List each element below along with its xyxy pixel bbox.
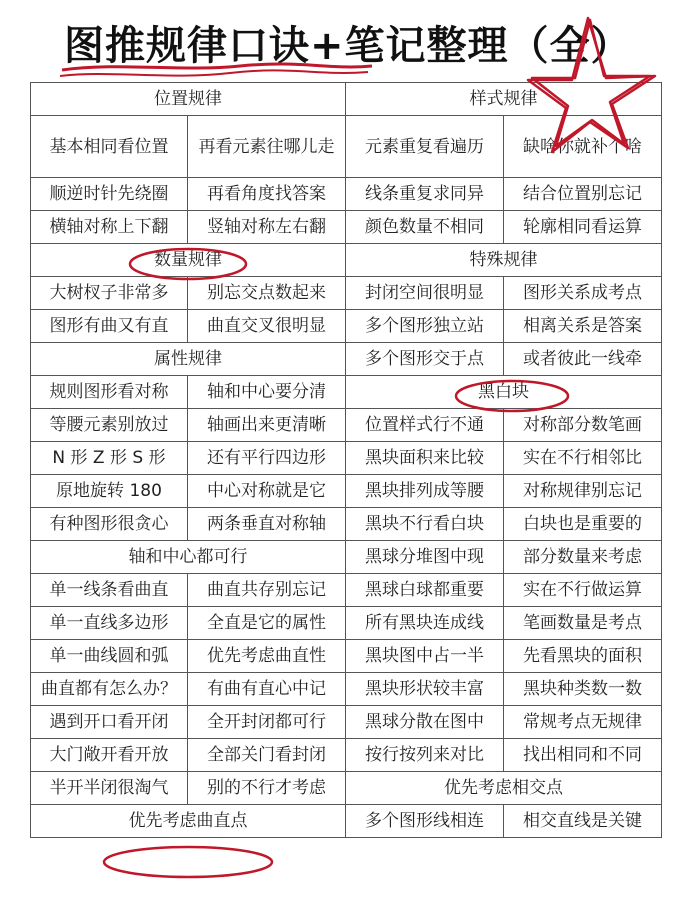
table-row bbox=[31, 772, 662, 805]
table-cell: 找出相同和不同 bbox=[504, 739, 662, 772]
table-cell: 对称规律别忘记 bbox=[504, 475, 662, 508]
table-cell: 等腰元素别放过 bbox=[31, 409, 188, 442]
table-cell: N 形 Z 形 S 形 bbox=[31, 442, 188, 475]
table-cell: 再看元素往哪儿走 bbox=[188, 116, 346, 178]
table-cell: 黑球分堆图中现 bbox=[346, 541, 504, 574]
table-cell: 单一曲线圆和弧 bbox=[31, 640, 188, 673]
notes-table-body bbox=[31, 83, 662, 838]
section-header-cell: 优先考虑曲直点 bbox=[31, 805, 346, 838]
table-row bbox=[31, 640, 662, 673]
table-cell: 黑块种类数一数 bbox=[504, 673, 662, 706]
table-cell: 大门敞开看开放 bbox=[31, 739, 188, 772]
table-cell: 多个图形线相连 bbox=[346, 805, 504, 838]
table-cell: 结合位置别忘记 bbox=[504, 178, 662, 211]
table-row bbox=[31, 673, 662, 706]
section-header-cell: 属性规律 bbox=[31, 343, 346, 376]
section-header-cell: 优先考虑相交点 bbox=[346, 772, 662, 805]
table-row bbox=[31, 409, 662, 442]
table-cell: 曲直交叉很明显 bbox=[188, 310, 346, 343]
table-row bbox=[31, 541, 662, 574]
table-cell: 有种图形很贪心 bbox=[31, 508, 188, 541]
table-cell: 部分数量来考虑 bbox=[504, 541, 662, 574]
table-cell: 有曲有直心中记 bbox=[188, 673, 346, 706]
table-cell: 黑块形状较丰富 bbox=[346, 673, 504, 706]
section-header-cell: 轴和中心都可行 bbox=[31, 541, 346, 574]
table-cell: 元素重复看遍历 bbox=[346, 116, 504, 178]
table-row bbox=[31, 116, 662, 178]
table-cell: 黑球分散在图中 bbox=[346, 706, 504, 739]
table-cell: 单一线条看曲直 bbox=[31, 574, 188, 607]
table-cell: 别的不行才考虑 bbox=[188, 772, 346, 805]
table-cell: 缺啥你就补个啥 bbox=[504, 116, 662, 178]
table-row bbox=[31, 442, 662, 475]
table-cell: 位置样式行不通 bbox=[346, 409, 504, 442]
table-cell: 优先考虑曲直性 bbox=[188, 640, 346, 673]
table-cell: 黑球白球都重要 bbox=[346, 574, 504, 607]
table-cell: 黑块排列成等腰 bbox=[346, 475, 504, 508]
table-cell: 轮廓相同看运算 bbox=[504, 211, 662, 244]
table-row bbox=[31, 343, 662, 376]
table-cell: 横轴对称上下翻 bbox=[31, 211, 188, 244]
table-cell: 规则图形看对称 bbox=[31, 376, 188, 409]
table-cell: 笔画数量是考点 bbox=[504, 607, 662, 640]
table-cell: 封闭空间很明显 bbox=[346, 277, 504, 310]
table-cell: 还有平行四边形 bbox=[188, 442, 346, 475]
table-row bbox=[31, 475, 662, 508]
section-header-cell: 黑白块 bbox=[346, 376, 662, 409]
table-cell: 相交直线是关键 bbox=[504, 805, 662, 838]
section-header-cell: 特殊规律 bbox=[346, 244, 662, 277]
table-row bbox=[31, 805, 662, 838]
table-cell: 再看角度找答案 bbox=[188, 178, 346, 211]
section-header-cell: 数量规律 bbox=[31, 244, 346, 277]
table-row bbox=[31, 244, 662, 277]
table-cell: 按行按列来对比 bbox=[346, 739, 504, 772]
table-cell: 大树杈子非常多 bbox=[31, 277, 188, 310]
table-row bbox=[31, 739, 662, 772]
table-cell: 顺逆时针先绕圈 bbox=[31, 178, 188, 211]
table-row bbox=[31, 211, 662, 244]
table-cell: 图形有曲又有直 bbox=[31, 310, 188, 343]
table-cell: 半开半闭很淘气 bbox=[31, 772, 188, 805]
table-cell: 图形关系成考点 bbox=[504, 277, 662, 310]
table-row bbox=[31, 277, 662, 310]
title-area bbox=[0, 0, 690, 82]
table-cell: 线条重复求同异 bbox=[346, 178, 504, 211]
table-cell: 基本相同看位置 bbox=[31, 116, 188, 178]
table-cell: 曲直共存别忘记 bbox=[188, 574, 346, 607]
table-cell: 实在不行做运算 bbox=[504, 574, 662, 607]
table-cell: 别忘交点数起来 bbox=[188, 277, 346, 310]
table-cell: 颜色数量不相同 bbox=[346, 211, 504, 244]
table-cell: 常规考点无规律 bbox=[504, 706, 662, 739]
table-cell: 先看黑块的面积 bbox=[504, 640, 662, 673]
table-cell: 全部关门看封闭 bbox=[188, 739, 346, 772]
section-header-cell: 位置规律 bbox=[31, 83, 346, 116]
table-cell: 中心对称就是它 bbox=[188, 475, 346, 508]
table-cell: 全开封闭都可行 bbox=[188, 706, 346, 739]
page-title: 图推规律口诀+笔记整理（全） bbox=[64, 23, 632, 69]
table-cell: 黑块图中占一半 bbox=[346, 640, 504, 673]
table-cell: 多个图形交于点 bbox=[346, 343, 504, 376]
table-cell: 单一直线多边形 bbox=[31, 607, 188, 640]
notes-table bbox=[30, 82, 662, 838]
table-row bbox=[31, 376, 662, 409]
table-row bbox=[31, 310, 662, 343]
table-cell: 黑块面积来比较 bbox=[346, 442, 504, 475]
table-cell: 轴和中心要分清 bbox=[188, 376, 346, 409]
table-cell: 所有黑块连成线 bbox=[346, 607, 504, 640]
table-row bbox=[31, 706, 662, 739]
table-row bbox=[31, 508, 662, 541]
table-cell: 全直是它的属性 bbox=[188, 607, 346, 640]
table-cell: 黑块不行看白块 bbox=[346, 508, 504, 541]
table-cell: 原地旋转 180 bbox=[31, 475, 188, 508]
table-row bbox=[31, 83, 662, 116]
table-row bbox=[31, 607, 662, 640]
table-row bbox=[31, 178, 662, 211]
section-header-cell: 样式规律 bbox=[346, 83, 662, 116]
table-cell: 曲直都有怎么办？ bbox=[31, 673, 188, 706]
circle-mark-curve bbox=[104, 847, 272, 877]
table-cell: 相离关系是答案 bbox=[504, 310, 662, 343]
table-cell: 多个图形独立站 bbox=[346, 310, 504, 343]
table-cell: 对称部分数笔画 bbox=[504, 409, 662, 442]
table-cell: 遇到开口看开闭 bbox=[31, 706, 188, 739]
table-cell: 竖轴对称左右翻 bbox=[188, 211, 346, 244]
table-row bbox=[31, 574, 662, 607]
table-cell: 实在不行相邻比 bbox=[504, 442, 662, 475]
table-cell: 轴画出来更清晰 bbox=[188, 409, 346, 442]
table-cell: 或者彼此一线牵 bbox=[504, 343, 662, 376]
table-cell: 两条垂直对称轴 bbox=[188, 508, 346, 541]
table-cell: 白块也是重要的 bbox=[504, 508, 662, 541]
